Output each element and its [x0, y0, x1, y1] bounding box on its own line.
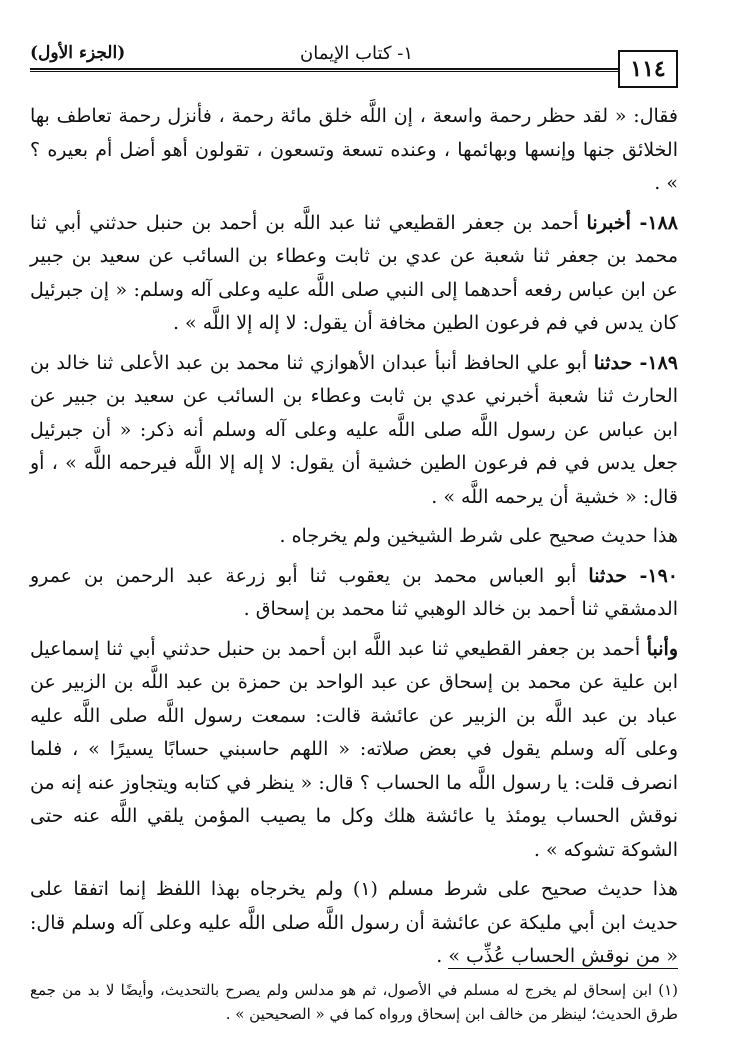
footnote-rule [448, 968, 678, 969]
paragraph-text: أحمد بن جعفر القطيعي ثنا عبد اللَّه ابن أحمد بن حنبل حدثني أبي ثنا إسماعيل ابن علية عن محمد بن إسحاق عن عبد الواحد بن حمزة بن عبد اللَّه بن الزبير عن عباد بن عبد اللَّه بن الزبير عن عائشة قالت: سمعت رسول اللَّه صلى اللَّه عليه وعلى آله وسلم يقول في بعض صلاته: « اللهم حاسبني حسابًا يسيرًا » ، فلما انصرف قلت: يا رسول اللَّه ما الحساب ؟ قال: « ينظر في كتابه ويتجاوز عنه إنه من نوقش الحساب يومئذ يا عائشة هلك وكل ما يصيب المؤمن يلقي اللَّه عنه حتى الشوكة تشوكه » . [30, 637, 678, 861]
paragraph-text: أبو العباس محمد بن يعقوب ثنا أبو زرعة عبد الرحمن بن عمرو الدمشقي ثنا أحمد بن خالد الوهبي ثنا محمد بن إسحاق . [30, 564, 678, 620]
hadith-lead: ١٩٠- حدثنا [588, 564, 679, 587]
paragraph-text: هذا حديث صحيح على شرط الشيخين ولم يخرجاه . [279, 525, 678, 547]
paragraph [30, 520, 678, 554]
footnote-area [30, 962, 678, 1054]
page-number: ١١٤ [618, 50, 678, 88]
header-rule-thin [30, 71, 678, 72]
paragraph [30, 207, 678, 341]
paragraph [30, 560, 678, 627]
paragraph [30, 347, 678, 515]
page-header [30, 40, 678, 92]
paragraph-text: أبو علي الحافظ أنبأ عبدان الأهوازي ثنا محمد بن عبد الأعلى ثنا خالد بن الحارث ثنا شعبة أخبرني عدي بن ثابت وعطاء بن السائب عن سعيد بن جبير عن ابن عباس عن رسول اللَّه صلى اللَّه عليه وعلى آله وسلم أنه ذكر: « أن جبرئيل جعل يدس في فم فرعون الطين خشية أن يقول: لا إله إلا اللَّه فيرحمه اللَّه » ، أو قال: « خشية أن يرحمه اللَّه » . [30, 351, 678, 508]
hadith-lead: وأنبأ [646, 637, 678, 660]
footnote: (١) ابن إسحاق لم يخرج له مسلم في الأصول، ثم هو مدلس ولم يصرح بالتحديث، وأيضًا لا بد من جمع طرق الحديث؛ لينظر من خالف ابن إسحاق ورواه كما في « الصحيحين » . [30, 981, 678, 1023]
paragraph [30, 633, 678, 868]
hadith-lead: ١٨٨- أخبرنا [586, 211, 678, 234]
paragraph-text: هذا حديث صحيح على شرط مسلم (١) ولم يخرجاه بهذا اللفظ إنما اتفقا على حديث ابن أبي مليكة عن عائشة أن رسول اللَّه صلى اللَّه عليه وعلى آله وسلم قال: « من نوقش الحساب عُذِّب » . [30, 878, 679, 967]
header-rule [30, 68, 678, 70]
hadith-lead: ١٨٩- حدثنا [593, 351, 678, 374]
paragraph [30, 100, 678, 201]
main-text [30, 100, 678, 980]
part-label: (الجزء الأول) [30, 43, 126, 63]
chapter-title: ١- كتاب الإيمان [300, 43, 414, 64]
paragraph-text: أحمد بن جعفر القطيعي ثنا عبد اللَّه بن أحمد بن حنبل حدثني أبي ثنا محمد بن جعفر ثنا شعبة عن عدي بن ثابت وعطاء بن السائب عن سعيد بن جبير عن ابن عباس رفعه أحدهما إلى النبي صلى اللَّه عليه وعلى آله وسلم: « إن جبرئيل كان يدس في فم فرعون الطين مخافة أن يقول: لا إله إلا اللَّه » . [30, 211, 678, 334]
paragraph [30, 873, 678, 974]
paragraph-text: فقال: « لقد حظر رحمة واسعة ، إن اللَّه خلق مائة رحمة ، فأنزل رحمة تعاطف بها الخلائق جنها وإنسها وبهائمها ، وعنده تسعة وتسعون ، تقولون أهو أضل أم بعيره ؟ » . [30, 105, 678, 194]
